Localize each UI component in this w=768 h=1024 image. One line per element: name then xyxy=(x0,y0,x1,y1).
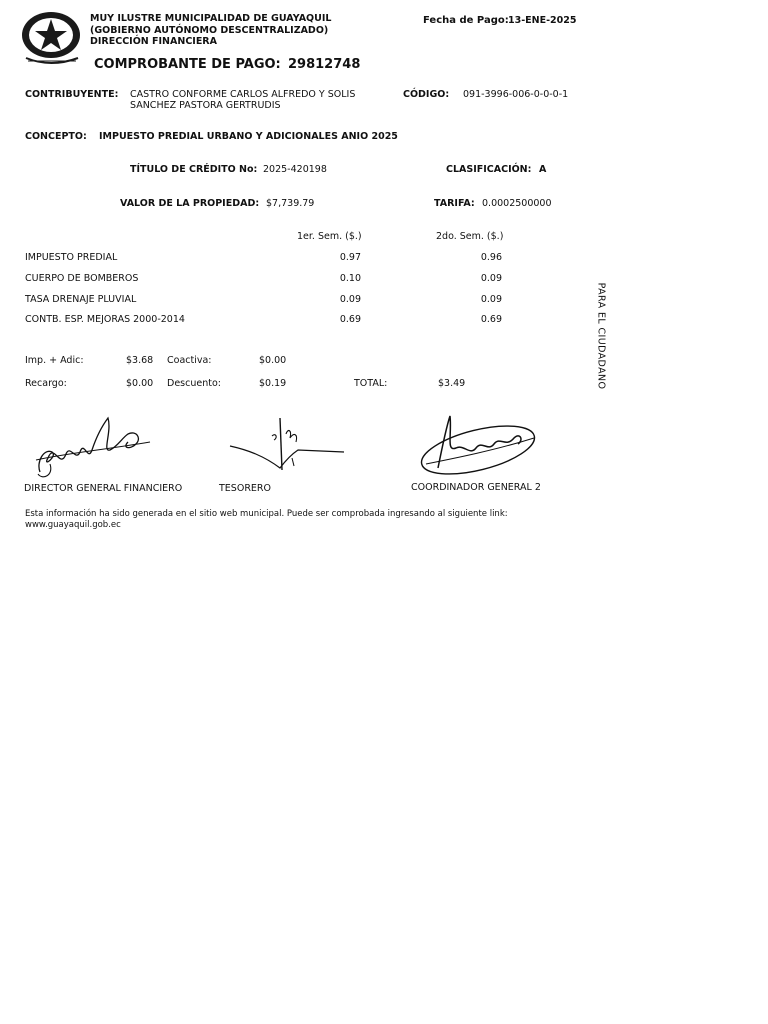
descuento-value: $0.19 xyxy=(259,378,287,389)
total-label: TOTAL: xyxy=(354,378,388,389)
descuento-label: Descuento: xyxy=(167,378,221,389)
rate-label: TARIFA: xyxy=(434,198,475,209)
recargo-value: $0.00 xyxy=(126,378,154,389)
property-value: $7,739.79 xyxy=(266,198,315,209)
imp-adic-label: Imp. + Adic: xyxy=(25,355,84,366)
concept-value: IMPUESTO PREDIAL URBANO Y ADICIONALES ANIO 2025 xyxy=(99,131,398,142)
credit-title-label: TÍTULO DE CRÉDITO No: xyxy=(130,164,258,175)
taxpayer-name-line-1: CASTRO CONFORME CARLOS ALFREDO Y SOLIS xyxy=(130,89,356,100)
item-name: TASA DRENAJE PLUVIAL xyxy=(25,294,137,305)
code-value: 091-3996-006-0-0-0-1 xyxy=(463,89,569,100)
coordinator-signature xyxy=(416,408,540,480)
item-sem1: 0.69 xyxy=(339,314,361,325)
director-title: DIRECTOR GENERAL FINANCIERO xyxy=(24,483,183,494)
item-sem2: 0.69 xyxy=(480,314,502,325)
concept-label: CONCEPTO: xyxy=(25,131,87,142)
coactiva-value: $0.00 xyxy=(259,355,287,366)
taxpayer-name-line-2: SANCHEZ PASTORA GERTRUDIS xyxy=(130,100,281,111)
classification-value: A xyxy=(539,164,547,175)
taxpayer-label: CONTRIBUYENTE: xyxy=(25,89,119,100)
credit-title-value: 2025-420198 xyxy=(263,164,327,175)
footer-note: Esta información ha sido generada en el sitio web municipal. Puede ser comprobada ingresando al siguiente link: xyxy=(25,509,508,519)
org-line-3: DIRECCIÓN FINANCIERA xyxy=(90,36,217,47)
item-name: CUERPO DE BOMBEROS xyxy=(25,273,139,284)
director-signature xyxy=(32,412,154,482)
voucher-label: COMPROBANTE DE PAGO: xyxy=(94,57,281,72)
treasurer-title: TESORERO xyxy=(219,483,271,494)
item-name: CONTB. ESP. MEJORAS 2000-2014 xyxy=(25,314,185,325)
total-value: $3.49 xyxy=(438,378,466,389)
item-sem2: 0.09 xyxy=(480,273,502,284)
recargo-label: Recargo: xyxy=(25,378,67,389)
coactiva-label: Coactiva: xyxy=(167,355,212,366)
payment-date-label: Fecha de Pago: xyxy=(423,15,509,26)
item-sem2: 0.09 xyxy=(480,294,502,305)
footer-link[interactable]: www.guayaquil.gob.ec xyxy=(25,520,121,530)
org-line-1: MUY ILUSTRE MUNICIPALIDAD DE GUAYAQUIL xyxy=(90,13,332,24)
treasurer-signature xyxy=(228,414,346,474)
property-value-label: VALOR DE LA PROPIEDAD: xyxy=(120,198,260,209)
coordinator-title: COORDINADOR GENERAL 2 xyxy=(411,482,541,493)
item-sem1: 0.10 xyxy=(339,273,361,284)
rate-value: 0.0002500000 xyxy=(482,198,552,209)
code-label: CÓDIGO: xyxy=(403,89,450,100)
municipal-seal-icon xyxy=(20,10,84,66)
sem2-column-header: 2do. Sem. ($.) xyxy=(436,231,504,242)
org-line-2: (GOBIERNO AUTÓNOMO DESCENTRALIZADO) xyxy=(90,25,329,36)
item-sem1: 0.09 xyxy=(339,294,361,305)
item-sem1: 0.97 xyxy=(339,252,361,263)
imp-adic-value: $3.68 xyxy=(126,355,154,366)
item-name: IMPUESTO PREDIAL xyxy=(25,252,118,263)
side-label: PARA EL CIUDADANO xyxy=(595,282,607,390)
sem1-column-header: 1er. Sem. ($.) xyxy=(297,231,362,242)
payment-date-value: 13-ENE-2025 xyxy=(508,15,577,26)
item-sem2: 0.96 xyxy=(480,252,502,263)
classification-label: CLASIFICACIÓN: xyxy=(446,164,532,175)
voucher-number: 29812748 xyxy=(288,57,361,72)
